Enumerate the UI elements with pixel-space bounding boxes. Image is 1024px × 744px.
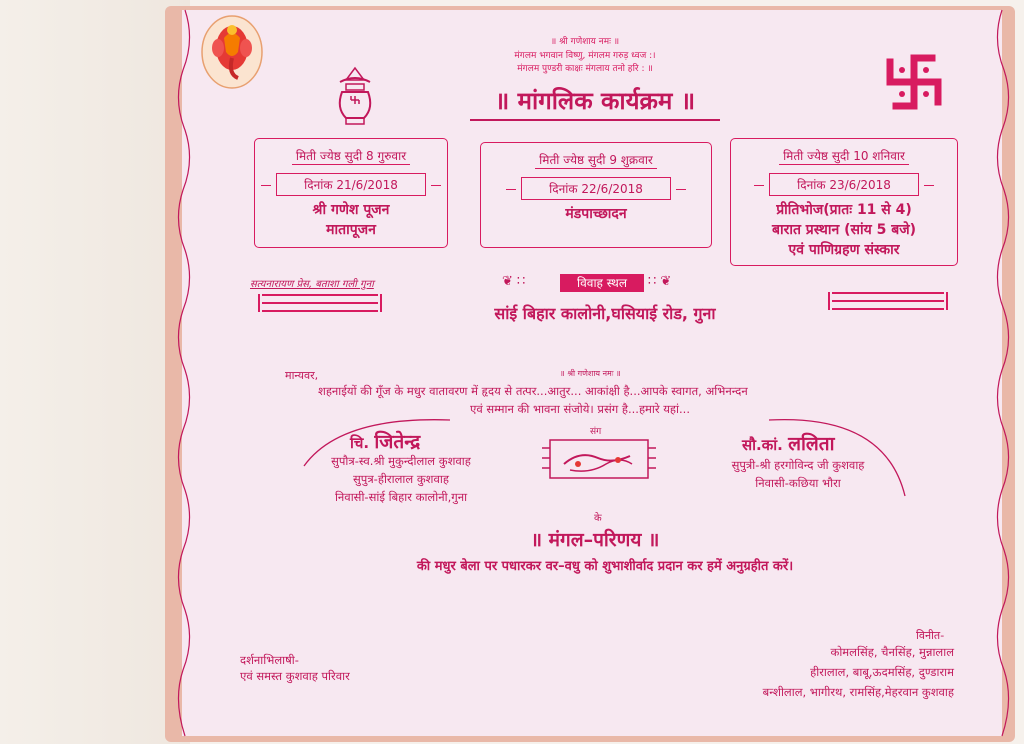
swastik-icon <box>882 50 946 114</box>
shri-ganesh-small: ॥ श्री गणेशाय नमः ॥ <box>560 369 621 378</box>
ganesh-icon <box>198 8 266 94</box>
groom-detail-line: सुपुत्र-हीरालाल कुशवाह <box>353 472 449 486</box>
press-credit: सत्यनारायण प्रेस, बताशा गली गुना <box>250 279 374 290</box>
event-tithi: मिती ज्येष्ठ सुदी 8 गुरुवार <box>292 147 410 165</box>
groom-detail-line: निवासी-सांई बिहार कालोनी,गुना <box>334 490 468 504</box>
invitation-line-2: एवं सम्मान की भावना संजोये। प्रसंग है...हमारे यहां... <box>470 402 690 416</box>
shloka-line-1: ॥ श्री गणेशाय नमः ॥ <box>550 37 620 47</box>
vinit-names-line: कोमलसिंह, चैनसिंह, मुन्नालाल <box>830 645 954 659</box>
event-date: दिनांक 23/6/2018 <box>769 173 919 196</box>
wavy-border-right <box>990 0 1020 744</box>
wavy-border-left <box>165 0 205 744</box>
event-line: श्री गणेश पूजन <box>312 202 390 218</box>
ceremony-title: ॥ मंगल–परिणय ॥ <box>530 529 660 551</box>
shloka-line-2: मंगलम भगवान विष्णु, मंगलम गरुड़ ध्वज :। <box>514 51 656 61</box>
sang-label: संग <box>590 427 602 437</box>
event-line: बारात प्रस्थान (सांय 5 बजे) <box>771 222 917 238</box>
event-box-3 <box>730 138 958 266</box>
vinit-names-line: हीरालाल, बाबू,ऊदमसिंह, दुण्डाराम <box>810 665 954 679</box>
groom-name <box>350 428 420 454</box>
page-title: ॥ मांगलिक कार्यक्रम ॥ <box>470 84 720 121</box>
salutation: मान्यवर, <box>285 369 319 382</box>
blessing-text: की मधुर बेला पर पधारकर वर–वधु को शुभाशीर्वाद प्रदान कर हमें अनुग्रहीत करें। <box>416 559 794 574</box>
ke-label: के <box>594 513 602 524</box>
hands-icon <box>540 434 658 484</box>
left-page <box>0 0 190 744</box>
vinit-names <box>690 642 954 702</box>
bride-details <box>712 456 884 492</box>
groom-details <box>308 452 494 506</box>
event-line: मंडपाच्छादन <box>565 206 627 222</box>
groom-detail-line: सुपौत्र-स्व.श्री मुकुन्दीलाल कुशवाह <box>331 454 471 468</box>
kalash-icon <box>332 66 378 128</box>
event-line: प्रीतिभोज(प्रातः 11 से 4) <box>776 202 912 218</box>
event-date: दिनांक 21/6/2018 <box>276 173 426 196</box>
event-line: मातापूजन <box>326 222 376 238</box>
darshanabhilashi <box>240 652 350 684</box>
darshan-line-1: दर्शनाभिलाषी- <box>240 653 299 667</box>
event-line: एवं पाणिग्रहण संस्कार <box>788 242 900 258</box>
ornament-lines-left <box>262 294 378 318</box>
bride-prefix: सौ.कां. <box>742 436 783 454</box>
venue-ornament-right: ∷ ❦ <box>648 274 672 289</box>
bride-name <box>742 430 835 456</box>
event-tithi: मिती ज्येष्ठ सुदी 10 शनिवार <box>779 147 909 165</box>
ornament-lines-right <box>832 292 944 316</box>
bride-detail-line: निवासी-कछिया भौरा <box>755 476 841 490</box>
venue-ornament-left: ❦ ∷ <box>502 274 526 289</box>
invitation-line-1: शहनाईयों की गूँज के मधुर वातावरण में हृदय से तत्पर...आतुर... आकांक्षी है...आपके स्वागत, अभिनन्दन <box>318 384 748 398</box>
event-tithi: मिती ज्येष्ठ सुदी 9 शुक्रवार <box>535 151 657 169</box>
venue-address: सांई बिहार कालोनी,घसियाई रोड, गुना <box>494 304 716 323</box>
shloka-line-3: मंगलम पुण्डरी काक्षः मंगलाय तनो हरि : ॥ <box>517 64 653 74</box>
event-date: दिनांक 22/6/2018 <box>521 177 671 200</box>
vinit-names-line: बन्शीलाल, भागीरथ, रामसिंह,मेहरवान कुशवाह <box>762 685 954 699</box>
groom-prefix: चि. <box>350 434 370 452</box>
bride-first-name: ललिता <box>788 433 835 455</box>
event-box-2 <box>480 142 712 248</box>
vinit-label: विनीत- <box>916 629 945 642</box>
darshan-line-2: एवं समस्त कुशवाह परिवार <box>240 669 350 683</box>
venue-label: विवाह स्थल <box>560 274 644 292</box>
event-box-1 <box>254 138 448 248</box>
bride-detail-line: सुपुत्री-श्री हरगोविन्द जी कुशवाह <box>731 458 865 472</box>
groom-first-name: जितेन्द्र <box>374 431 421 453</box>
